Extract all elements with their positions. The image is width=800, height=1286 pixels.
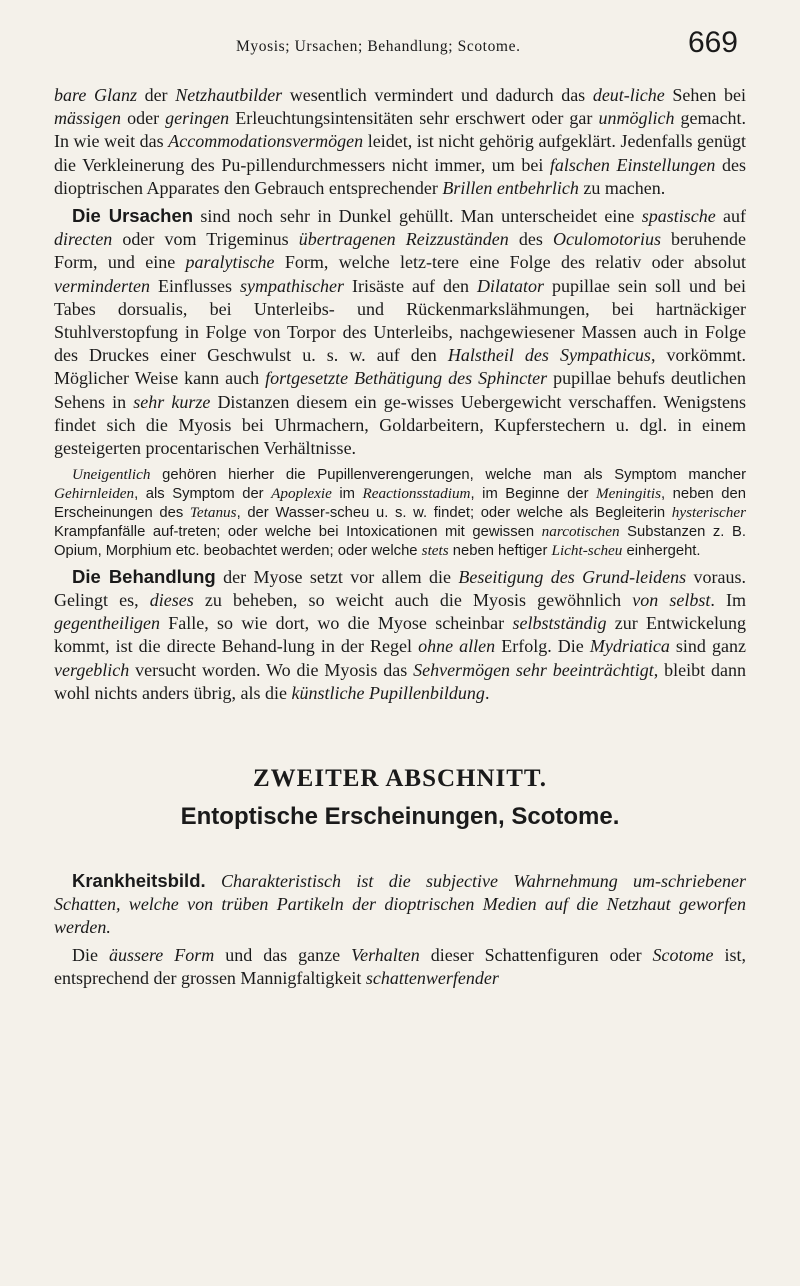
small-print-note: Uneigentlich gehören hierher die Pupillenverengerungen, welche man als Symptom mancher Gehirnleiden, als Symptom der Apoplexie im Reactionsstadium, im Beginne der Meningitis, neben den Erscheinungen des Tetanus, der Wasser-scheu u. s. w. findet; oder welche als Begleiterin hysterischer Krampfanfälle auf-treten; oder welche bei Intoxicationen mit gewissen narcotischen Substanzen z. B. Opium, Morphium etc. beobachtet werden; oder welche stets neben heftiger Licht-scheu einhergeht. <box>54 466 746 559</box>
paragraph-krankheitsbild: Krankheitsbild. Charakteristisch ist die subjective Wahrnehmung um-schriebener Schatten, welche von trüben Partikeln der dioptrischen Medien auf die Netzhaut geworfen werden. <box>54 870 747 938</box>
section-title: ZWEITER ABSCHNITT. <box>252 765 547 792</box>
body-text <box>54 84 746 990</box>
run-in-heading-ursachen: Die Ursachen <box>72 205 194 227</box>
run-in-heading-behandlung: Die Behandlung <box>72 565 216 587</box>
running-title: Myosis; Ursachen; Behandlung; Scotome. <box>236 38 521 55</box>
running-head <box>0 26 800 70</box>
paragraph-glanz: bare Glanz der Netzhautbilder wesentlich vermindert und dadurch das deut-liche Sehen bei mässigen oder geringen Erleuchtungsintensitäten sehr erschwert oder gar unmöglich gemacht. In wie weit das Accommodationsvermögen leidet, ist nicht gehörig aufgeklärt. Jedenfalls genügt die Verkleinerung des Pu-pillendurchmessers nicht immer, um bei falschen Einstellungen des dioptrischen Apparates den Gebrauch entsprechender Brillen entbehrlich zu machen. <box>54 85 747 198</box>
paragraph-behandlung: Die Behandlung der Myose setzt vor allem die Beseitigung des Grund-leidens voraus. Gelingt es, dieses zu beheben, so weicht auch die Myosis gewöhnlich von selbst. Im gegentheiligen Falle, so wie dort, wo die Myose scheinbar selbstständig zur Entwickelung kommt, ist die directe Behand-lung in der Regel ohne allen Erfolg. Die Mydriatica sind ganz vergeblich versucht worden. Wo die Myosis das Sehvermögen sehr beeinträchtigt, bleibt dann wohl nichts anders übrig, als die künstliche Pupillenbildung. <box>54 565 747 703</box>
paragraph-scotome: Die äussere Form und das ganze Verhalten dieser Schattenfiguren oder Scotome ist, entsprechend der grossen Mannigfaltigkeit schattenwerfender <box>54 944 747 988</box>
page-number: 669 <box>687 26 738 59</box>
run-in-heading-krankheitsbild: Krankheitsbild. <box>72 870 206 891</box>
section-subtitle: Entoptische Erscheinungen, Scotome. <box>180 803 620 830</box>
paragraph-ursachen: Die Ursachen sind noch sehr in Dunkel gehüllt. Man unterscheidet eine spastische auf directen oder vom Trigeminus übertragenen Reizzuständen des Oculomotorius beruhende Form, und eine paralytische Form, welche letz-tere eine Folge des relativ oder absolut verminderten Einflusses sympathischer Irisäste auf den Dilatator pupillae sein soll und bei Tabes dorsualis, bei Unterleibs- und Rückenmarkslähmungen, bei hartnäckiger Stuhlverstopfung in Folge von Torpor des Unterleibs, nachgewiesener Massen auch in Folge des Druckes einer Geschwulst u. s. w. auf den Halstheil des Sympathicus, vorkömmt. Möglicher Weise kann auch fortgesetzte Bethätigung des Sphincter pupillae behufs deutlichen Sehens in sehr kurze Distanzen diesem ein ge-wisses Uebergewicht verschaffen. Wenigstens findet sich die Myosis bei Uhrmachern, Goldarbeitern, Kupferstechern u. dgl. in einem gesteigerten procentarischen Verhältnisse. <box>54 205 747 459</box>
